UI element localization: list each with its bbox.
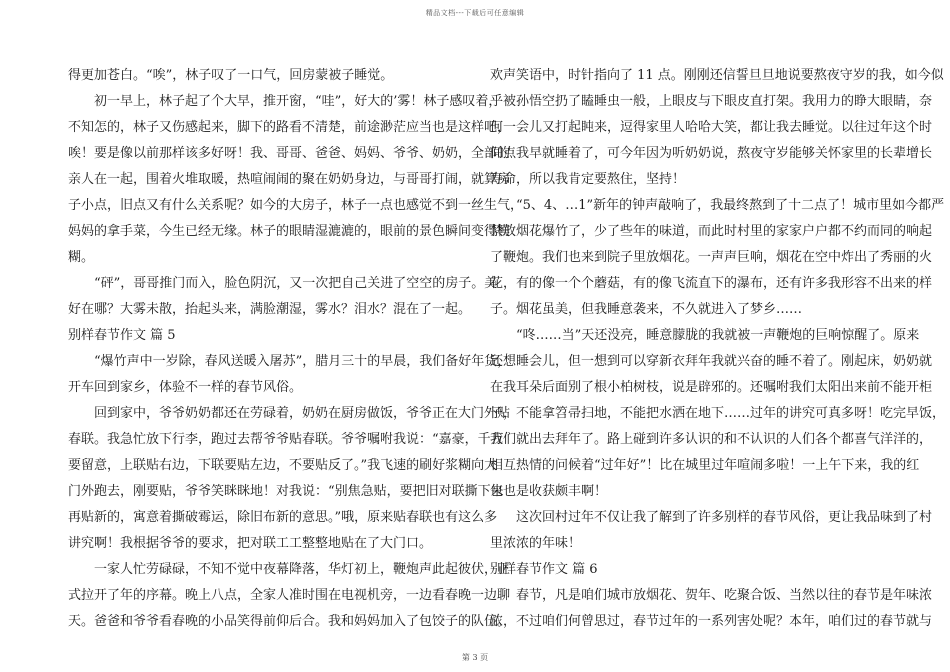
text-line: 乎被孙悟空扔了瞌睡虫一般，上眼皮与下眼皮直打架。我用力的睁大眼睛，奈 xyxy=(490,94,933,109)
text-line: 好在哪？大雾未散，抬起头来，满脸潮湿，雾水？泪水？混在了一起。 xyxy=(68,302,472,317)
text-line: 得更加苍白。“唉”，林子叹了一口气，回房蒙被子睡觉。 xyxy=(68,68,394,83)
text-line: 了鞭炮。我们也来到院子里放烟花。一声声巨响，烟花在空中炸出了秀丽的火 xyxy=(490,250,933,265)
text-line: 一家人忙劳碌碌，不知不觉中夜幕降落，华灯初上，鞭炮声此起彼伏，正 xyxy=(68,562,511,577)
text-line: 不知怎的，林子又伤感起来，脚下的路看不清楚，前途渺茫应当也是这样吧， xyxy=(68,120,511,135)
text-line: 相互热情的问候着“过年好”！比在城里过年喧闹多啦！一上午下来，我的红 xyxy=(490,458,920,473)
text-line: 式拉开了年的序幕。晚上八点，全家人准时围在电视机旁，一边看春晚一边聊 xyxy=(68,588,511,603)
text-line: 再贴新的，寓意着撕破霉运，除旧布新的意思。”哦，原来贴春联也有这么多 xyxy=(68,510,498,525)
text-line: 门外跑去，刚要贴，爷爷笑眯眯地！对我说：“别焦急贴，要把旧对联撕下来 xyxy=(68,484,504,499)
text-line: 春联。我急忙放下行李，跑过去帮爷爷贴春联。爷爷嘱咐我说：“嘉豪，千万 xyxy=(68,432,504,447)
text-line: 欢声笑语中，时针指向了 11 点。刚刚还信誓旦旦地说要熬夜守岁的我，如今似 xyxy=(490,68,944,83)
text-line: 要留意，上联贴右边，下联要贴左边，不要贴反了。”我飞速的刷好浆糊向大 xyxy=(68,458,498,473)
text-line: 回到家中，爷爷奶奶都还在劳碌着，奶奶在厨房做饭，爷爷正在大门外贴 xyxy=(68,406,511,421)
text-line: 别样春节作文 篇 5 xyxy=(68,328,176,343)
text-line: 别样春节作文 篇 6 xyxy=(490,562,598,577)
text-line: 包也是收获颇丰啊！ xyxy=(490,484,608,499)
text-line: 这次回村过年不仅让我了解到了许多别样的春节风俗，更让我品味到了村 xyxy=(490,510,933,525)
text-line: 亲人在一起，围着火堆取暖，热喧闹闹的聚在奶奶身边，与哥哥打闹，就算房 xyxy=(68,172,511,187)
text-line: 糊。 xyxy=(68,250,95,265)
text-line: 花，有的像一个个蘑菇，有的像飞流直下的瀑布，还有许多我形容不出来的样 xyxy=(490,276,933,291)
page-header: 精品文档---下载后可任意编辑 xyxy=(425,9,525,17)
text-line: 间点我早就睡着了，可今年因为听奶奶说，熬夜守岁能够关怀家里的长辈增长 xyxy=(490,146,933,161)
text-line: 子。烟花虽美，但我睡意袭来，不久就进入了梦乡…… xyxy=(490,302,803,317)
text-line: 在我耳朵后面别了根小柏树枝，说是辟邪的。还嘱咐我们太阳出来前不能开柜 xyxy=(490,380,933,395)
left-column xyxy=(68,63,524,635)
page-number: 第 3 页 xyxy=(461,653,489,662)
text-line: “咚……当”天还没亮，睡意朦胧的我就被一声鞭炮的巨响惊醒了。原来 xyxy=(490,328,920,343)
text-line: 我们就出去拜年了。路上碰到许多认识的和不认识的人们各个都喜气洋洋的， xyxy=(490,432,933,447)
text-line: 子小点，旧点又有什么关系呢？如今的大房子，林子一点也感觉不到一丝生气， xyxy=(68,198,524,213)
text-line: 开车回到家乡，体验不一样的春节风俗。 xyxy=(68,380,303,395)
text-line: 浓，不过咱们何曾思过，春节过年的一系列害处呢？本年，咱们过的春节就与 xyxy=(490,614,933,629)
text-line: 禁放烟花爆竹了，少了些年的味道，而此时村里的家家户户都不约而同的响起 xyxy=(490,224,933,239)
text-line: 还想睡会儿，但一想到可以穿新衣拜年我就兴奋的睡不着了。刚起床，奶奶就 xyxy=(490,354,933,369)
text-line: 春节，凡是咱们城市放烟花、贺年、吃聚合饭、当然以往的春节是年味浓 xyxy=(490,588,933,603)
text-line: 天。爸爸和爷爷看春晚的小品笑得前仰后合。我和妈妈加入了包饺子的队伍。 xyxy=(68,614,511,629)
right-column xyxy=(490,63,946,635)
text-line: “5、4、…1”新年的钟声敲响了，我最终熬到了十二点了！城市里如今都严 xyxy=(490,198,945,213)
text-line: 妈妈的拿手菜，今生已经无缘。林子的眼睛湿漉漉的，眼前的景色瞬间变得模 xyxy=(68,224,511,239)
text-line: 子，不能拿笤帚扫地，不能把水洒在地下……过年的讲究可真多呀！吃完早饭， xyxy=(490,406,946,421)
text-line: 初一早上，林子起了个大早，推开窗，“哇”，好大的’雾！林子感叹着， xyxy=(68,94,502,109)
text-line: 唉！要是像以前那样该多好呀！我、哥哥、爸爸、妈妈、爷爷、奶奶，全部的 xyxy=(68,146,511,161)
text-line: 讲究啊！我根据爷爷的要求，把对联工工整整地贴在了大门口。 xyxy=(68,536,433,551)
text-line: “砰”，哥哥推门而入，脸色阴沉，又一次把自己关进了空空的房子。美 xyxy=(68,276,498,291)
text-line: 里浓浓的年味！ xyxy=(490,536,582,551)
text-line: 何一会儿又打起盹来，逗得家里人哈哈大笑，都让我去睡觉。以往过年这个时 xyxy=(490,120,933,135)
text-line: “爆竹声中一岁除，春风送暖入屠苏”，腊月三十的早晨，我们备好年货， xyxy=(68,354,511,369)
text-line: 寿命，所以我肯定要熬住，坚持！ xyxy=(490,172,686,187)
